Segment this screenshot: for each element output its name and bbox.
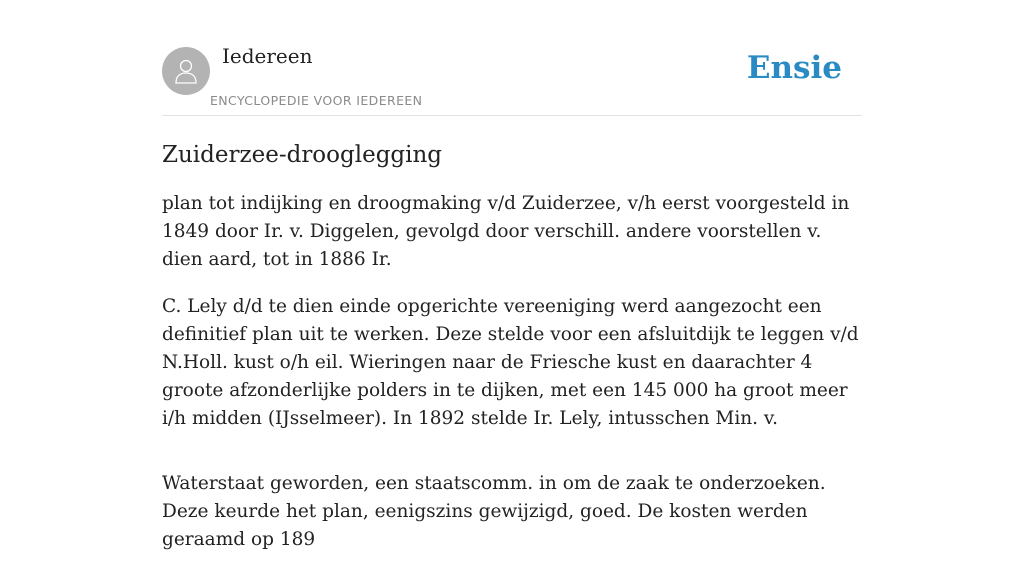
author-name[interactable]: Iedereen	[222, 44, 313, 68]
brand-logo[interactable]: Ensie	[746, 50, 842, 86]
page-title: Zuiderzee-drooglegging	[162, 142, 443, 168]
page	[162, 0, 862, 573]
paragraph: plan tot indijking en droogmaking v/d Zuiderzee, v/h eerst voorgesteld in 1849 door Ir. v. Diggelen, gevolgd door verschill. andere voorstellen v. dien aard, tot in 1886 Ir.	[162, 193, 850, 270]
article-body	[162, 190, 862, 554]
paragraph: Waterstaat geworden, een staatscomm. in om de zaak te onderzoeken. Deze keurde het plan, eenigszins gewijzigd, goed. De kosten werden geraamd op 189	[162, 473, 826, 550]
source-subtitle[interactable]: ENCYCLOPEDIE VOOR IEDEREEN	[210, 93, 423, 108]
header	[162, 0, 862, 116]
avatar[interactable]	[162, 47, 210, 95]
user-icon	[171, 56, 201, 86]
paragraph: C. Lely d/d te dien einde opgerichte vereeniging werd aangezocht een definitief plan uit te werken. Deze stelde voor een afsluitdijk te leggen v/d N.Holl. kust o/h eil. Wieringen naar de Friesche kust en daarachter 4 groote afzonderlijke polders in te dijken, met een 145 000 ha groot meer i/h midden (IJsselmeer). In 1892 stelde Ir. Lely, intusschen Min. v.	[162, 296, 859, 429]
